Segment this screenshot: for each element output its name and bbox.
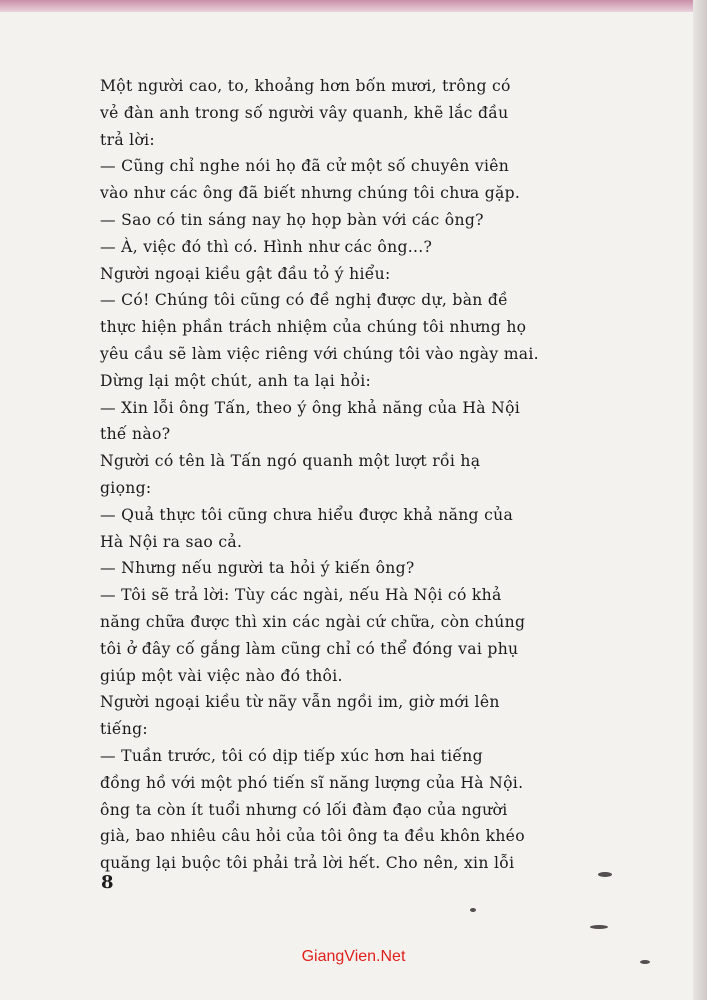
text-line: vào như các ông đã biết nhưng chúng tôi chưa gặp. xyxy=(100,184,521,203)
text-line: yêu cầu sẽ làm việc riêng với chúng tôi vào ngày mai. xyxy=(100,344,539,363)
text-line: Người ngoại kiều từ nãy vẫn ngồi im, giờ mới lên xyxy=(100,693,500,712)
text-line: — Tuần trước, tôi có dịp tiếp xúc hơn hai tiếng xyxy=(100,746,483,765)
text-line: — Xin lỗi ông Tấn, theo ý ông khả năng của Hà Nội xyxy=(100,398,521,417)
text-line: Hà Nội ra sao cả. xyxy=(100,532,243,551)
text-line: vẻ đàn anh trong số người vây quanh, khẽ lắc đầu xyxy=(100,103,509,122)
text-line: quăng lại buộc tôi phải trả lời hết. Cho nên, xin lỗi xyxy=(100,854,515,873)
watermark: GiangVien.Net xyxy=(301,948,406,965)
text-line: đồng hồ với một phó tiến sĩ năng lượng của Hà Nội. xyxy=(100,773,524,792)
text-line: già, bao nhiêu câu hỏi của tôi ông ta đều khôn khéo xyxy=(100,827,525,846)
ink-smudge xyxy=(590,925,608,929)
text-line: — Sao có tin sáng nay họ họp bàn với các ông? xyxy=(100,210,484,229)
text-line: Người có tên là Tấn ngó quanh một lượt rồi hạ xyxy=(100,452,481,471)
text-line: ông ta còn ít tuổi nhưng có lối đàm đạo của người xyxy=(100,800,508,819)
text-line: thế nào? xyxy=(100,425,171,444)
text-line: năng chữa được thì xin các ngài cứ chữa, còn chúng xyxy=(100,612,526,631)
body-text xyxy=(100,73,660,877)
text-line: — Cũng chỉ nghe nói họ đã cử một số chuyên viên xyxy=(100,157,510,176)
text-line: Một người cao, to, khoảng hơn bốn mươi, trông có xyxy=(100,77,511,95)
ink-smudge xyxy=(470,908,476,912)
text-line: — Có! Chúng tôi cũng có đề nghị được dự, bàn đề xyxy=(100,291,509,310)
page-top-edge xyxy=(0,0,707,12)
text-line: — À, việc đó thì có. Hình như các ông...? xyxy=(100,237,433,256)
ink-smudge xyxy=(598,872,612,877)
text-line: — Quả thực tôi cũng chưa hiểu được khả năng của xyxy=(100,505,514,524)
text-line: Người ngoại kiều gật đầu tỏ ý hiểu: xyxy=(100,264,391,283)
page-right-edge xyxy=(693,0,707,1000)
text-line: giúp một vài việc nào đó thôi. xyxy=(100,666,343,685)
text-line: trả lời: xyxy=(100,130,155,149)
text-line: giọng: xyxy=(100,478,152,497)
text-line: Dừng lại một chút, anh ta lại hỏi: xyxy=(100,371,372,390)
text-line: tôi ở đây cố gắng làm cũng chỉ có thể đóng vai phụ xyxy=(100,639,519,658)
text-line: tiếng: xyxy=(100,720,148,739)
page-number: 8 xyxy=(101,872,114,893)
text-line: — Nhưng nếu người ta hỏi ý kiến ông? xyxy=(100,559,415,578)
text-line: thực hiện phần trách nhiệm của chúng tôi nhưng họ xyxy=(100,318,527,337)
text-line: — Tôi sẽ trả lời: Tùy các ngài, nếu Hà Nội có khả xyxy=(100,586,502,605)
